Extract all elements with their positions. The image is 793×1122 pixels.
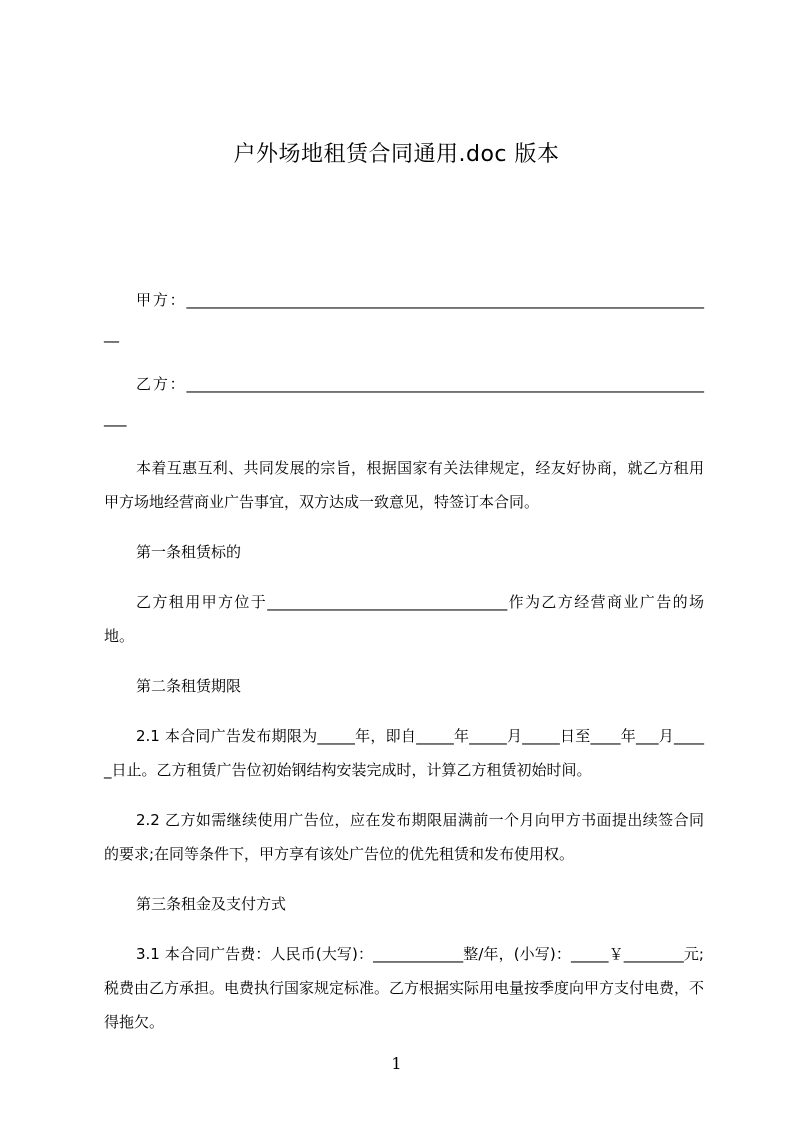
- document-body: [104, 283, 704, 1055]
- party-b-line: 乙方：________________________________________________________________________: [104, 375, 704, 427]
- article-1-heading: 第一条租赁标的: [136, 543, 242, 561]
- article-3-1-paragraph: 3.1 本合同广告费：人民币(大写)：____________整/年，(小写)：_____￥________元;税费由乙方承担。电费执行国家规定标准。乙方根据实际用电量按季度向甲方支付电费，不得拖欠。: [104, 945, 705, 1031]
- party-a-line: 甲方：_______________________________________________________________________: [104, 291, 704, 343]
- page-number: 1: [391, 1054, 402, 1073]
- intro-paragraph: 本着互惠互利、共同发展的宗旨，根据国家有关法律规定，经友好协商，就乙方租用甲方场地经营商业广告事宜，双方达成一致意见，特签订本合同。: [104, 459, 704, 511]
- document-title: 户外场地租赁合同通用.doc 版本: [233, 142, 560, 167]
- article-3-heading: 第三条租金及支付方式: [136, 895, 287, 913]
- article-2-2-paragraph: 2.2 乙方如需继续使用广告位，应在发布期限届满前一个月向甲方书面提出续签合同的要求;在同等条件下，甲方享有该处广告位的优先租赁和发布使用权。: [104, 811, 704, 863]
- article-2-1-paragraph: 2.1 本合同广告发布期限为_____年，即自_____年_____月_____日至____年___月_____日止。乙方租赁广告位初始钢结构安装完成时，计算乙方租赁初始时间。: [104, 727, 704, 779]
- article-2-heading: 第二条租赁期限: [136, 677, 242, 695]
- article-1-paragraph: 乙方租用甲方位于________________________________作为乙方经营商业广告的场地。: [104, 593, 704, 645]
